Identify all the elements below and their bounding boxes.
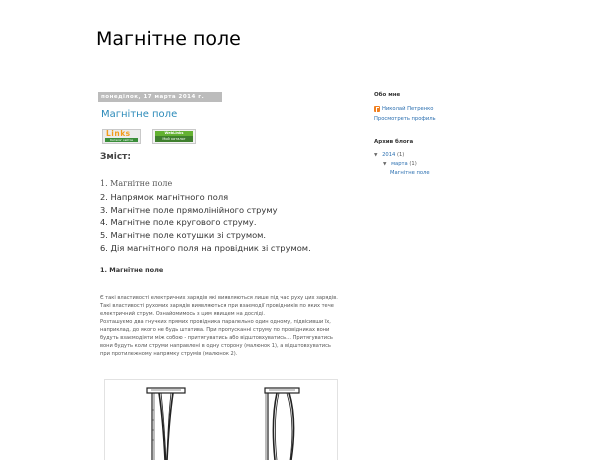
toc-list bbox=[100, 178, 311, 255]
links-badge-logo: Links bbox=[106, 129, 131, 138]
section-heading: 1. Магнітне поле bbox=[100, 266, 164, 274]
body-line: будуть взаємодіяти між собою - притягуватись або відштовхуватись... Притягуватись bbox=[100, 335, 333, 341]
weblinks-badge-logo: WebLinks bbox=[155, 131, 193, 136]
body-line: вони будуть коли струми направлені в одну сторону (малюнок 1), а відштовхуватись bbox=[100, 343, 331, 349]
toc-item[interactable]: 1. Магнітне поле bbox=[100, 179, 173, 188]
archive-heading: Архив блога bbox=[374, 139, 414, 145]
post-title[interactable]: Магнітне поле bbox=[101, 109, 178, 120]
toc-item[interactable]: 4. Магнітне поле кругового струму. bbox=[100, 217, 257, 228]
links-badge-caption: Каталог сайтов bbox=[105, 138, 138, 142]
body-line: при протилежному напрямку струмів (малюнок 2). bbox=[100, 351, 238, 357]
sidebar bbox=[374, 92, 494, 176]
blog-title: Магнітне поле bbox=[96, 28, 241, 50]
post-date-header: понеділок, 17 марта 2014 г. bbox=[98, 92, 222, 102]
links-badge[interactable] bbox=[102, 129, 141, 144]
archive-month[interactable]: марта bbox=[391, 161, 408, 167]
weblinks-badge[interactable] bbox=[152, 129, 196, 144]
profile-name[interactable]: Николай Петренко bbox=[382, 106, 434, 112]
body-line: наприклад, до якого не будь штатива. При пропусканні струму по провідниках вони bbox=[100, 327, 330, 333]
body-line: Такі властивості рухомих зарядів виявляються при взаємодії провідників по яких тече bbox=[100, 303, 334, 309]
expand-triangle-icon[interactable]: ▼ bbox=[383, 162, 387, 167]
body-line: Розташуємо два гнучких прямих провідника паралельно один одному, підвісивши їх, bbox=[100, 319, 331, 325]
toc-item[interactable]: 2. Напрямок магнітного поля bbox=[100, 191, 229, 202]
expand-triangle-icon[interactable]: ▼ bbox=[374, 153, 378, 158]
archive-year[interactable]: 2014 bbox=[382, 152, 396, 158]
view-profile-link[interactable]: Просмотреть профиль bbox=[374, 116, 436, 122]
archive-post-link[interactable]: Магнітне поле bbox=[390, 170, 430, 176]
body-line: Є такі властивості електричних зарядів які виявляються лише під час руху цих зарядів. bbox=[100, 295, 338, 301]
badges bbox=[102, 129, 202, 145]
toc-item[interactable]: 6. Дія магнітного поля на провідник зі струмом. bbox=[100, 242, 311, 253]
archive-year-count: (1) bbox=[396, 152, 405, 158]
post-main bbox=[98, 92, 350, 357]
conductors-figure bbox=[104, 379, 338, 460]
post-body bbox=[100, 294, 362, 358]
attracting-conductors-drawing bbox=[147, 388, 185, 460]
about-heading: Обо мне bbox=[374, 92, 401, 98]
blogger-profile-icon bbox=[374, 106, 380, 112]
archive-month-count: (1) bbox=[409, 161, 417, 167]
toc-item[interactable]: 3. Магнітне поле прямолінійного струму bbox=[100, 204, 278, 215]
body-line: електричний струм. Ознайомимось з цим явищем на досліді. bbox=[100, 311, 265, 317]
weblinks-badge-caption: Мой каталог bbox=[155, 136, 193, 142]
repelling-conductors-drawing bbox=[265, 388, 299, 460]
toc-item[interactable]: 5. Магнітне поле котушки зі струмом. bbox=[100, 230, 267, 241]
conductors-illustration bbox=[105, 380, 337, 460]
toc-title: Зміст: bbox=[100, 152, 131, 162]
